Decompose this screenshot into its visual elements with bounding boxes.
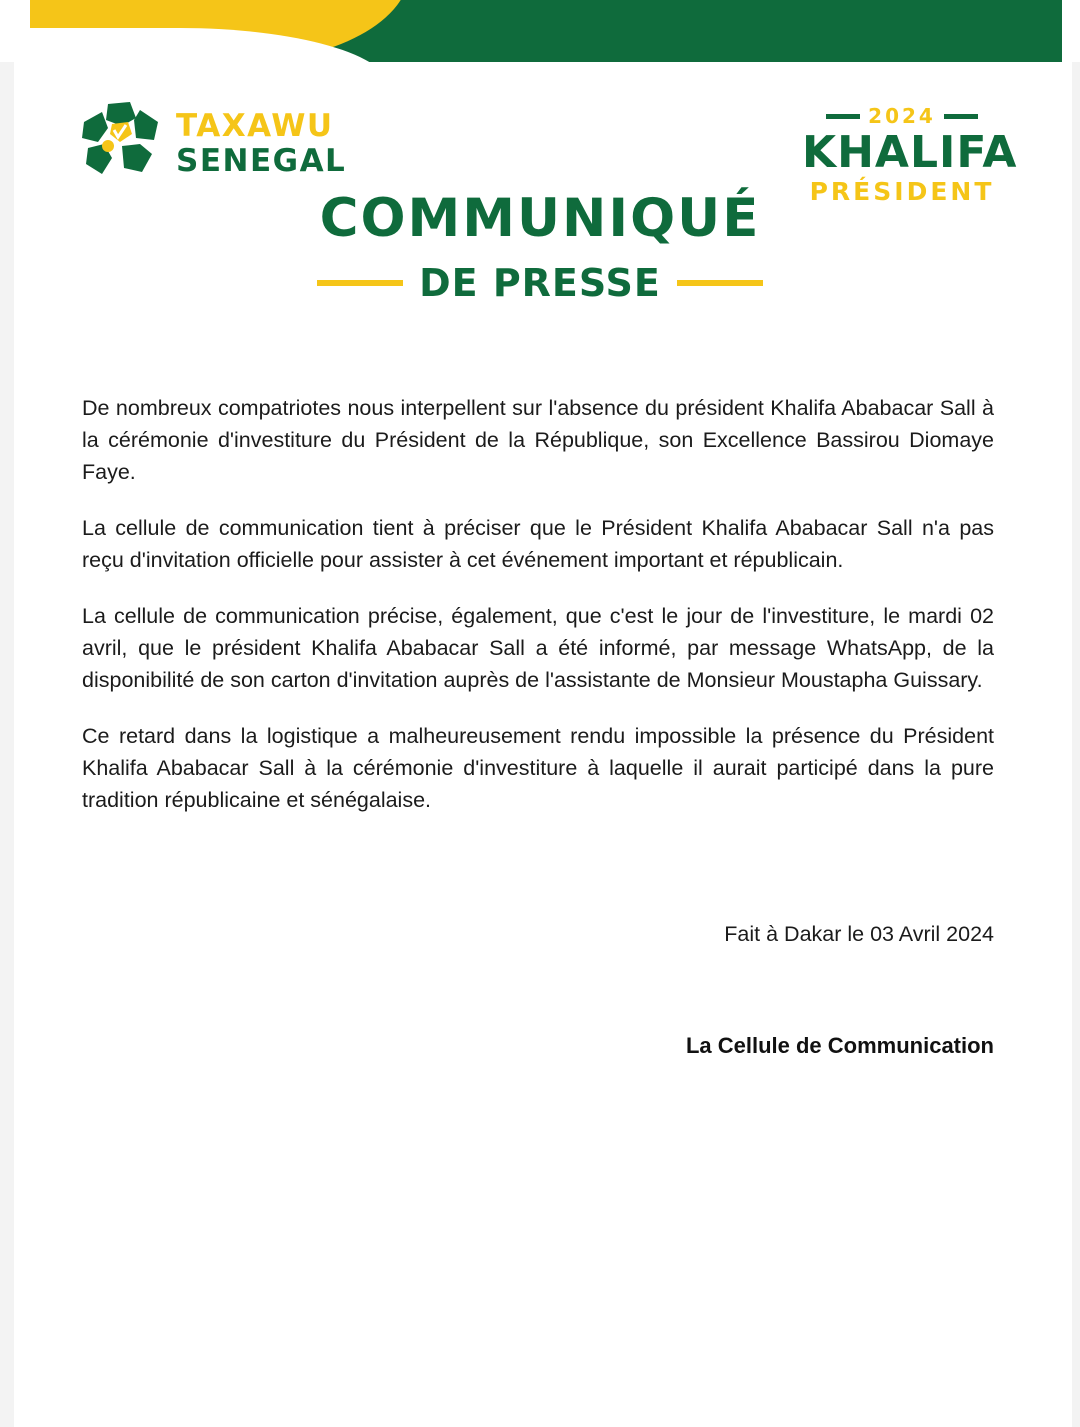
page-subtitle: DE PRESSE <box>419 261 661 305</box>
taxawu-senegal-logo <box>78 100 346 184</box>
banner-white-margin-right <box>1062 0 1080 62</box>
banner-white-margin-left <box>0 0 30 62</box>
document-title-block <box>0 188 1080 305</box>
body-paragraph: Ce retard dans la logistique a malheureusement rendu impossible la présence du Président Khalifa Ababacar Sall à la cérémonie d'investiture à laquelle il aurait participé dans la pure tradition républicaine et sénégalaise. <box>82 724 994 812</box>
year-dash-right-icon <box>944 114 978 119</box>
subtitle-rule-right-icon <box>677 280 763 286</box>
body-paragraph: La cellule de communication précise, également, que c'est le jour de l'investiture, le mardi 02 avril, que le président Khalifa Ababacar Sall a été informé, par message WhatsApp, de la disponibilité de son carton d'invitation auprès de l'assistante de Monsieur Moustapha Guissary. <box>82 604 994 692</box>
taxawu-wordmark <box>176 107 346 177</box>
page-title: COMMUNIQUÉ <box>319 188 761 249</box>
taxawu-line-2: SENEGAL <box>176 143 347 179</box>
body-paragraph: De nombreux compatriotes nous interpellent sur l'absence du président Khalifa Ababacar Sall à la cérémonie d'investiture du Président de la République, son Excellence Bassirou Diomaye Faye. <box>82 396 994 484</box>
flower-emblem-icon <box>78 100 164 184</box>
campaign-year: 2024 <box>868 104 936 128</box>
body-paragraph: La cellule de communication tient à préciser que le Président Khalifa Ababacar Sall n'a pas reçu d'invitation officielle pour assister à cet événement important et républicain. <box>82 516 994 572</box>
place-and-date: Fait à Dakar le 03 Avril 2024 <box>724 922 994 946</box>
subtitle-rule-left-icon <box>317 280 403 286</box>
year-dash-left-icon <box>826 114 860 119</box>
taxawu-line-1: TAXAWU <box>176 108 334 144</box>
document-subtitle-row <box>0 261 1080 305</box>
candidate-subtitle: PRÉSIDENT <box>809 177 995 207</box>
signatory: La Cellule de Communication <box>685 1033 994 1058</box>
campaign-year-row <box>802 104 1002 128</box>
candidate-name: KHALIFA <box>802 127 1018 178</box>
decorative-top-banner <box>0 0 1080 62</box>
document-body <box>82 392 994 816</box>
